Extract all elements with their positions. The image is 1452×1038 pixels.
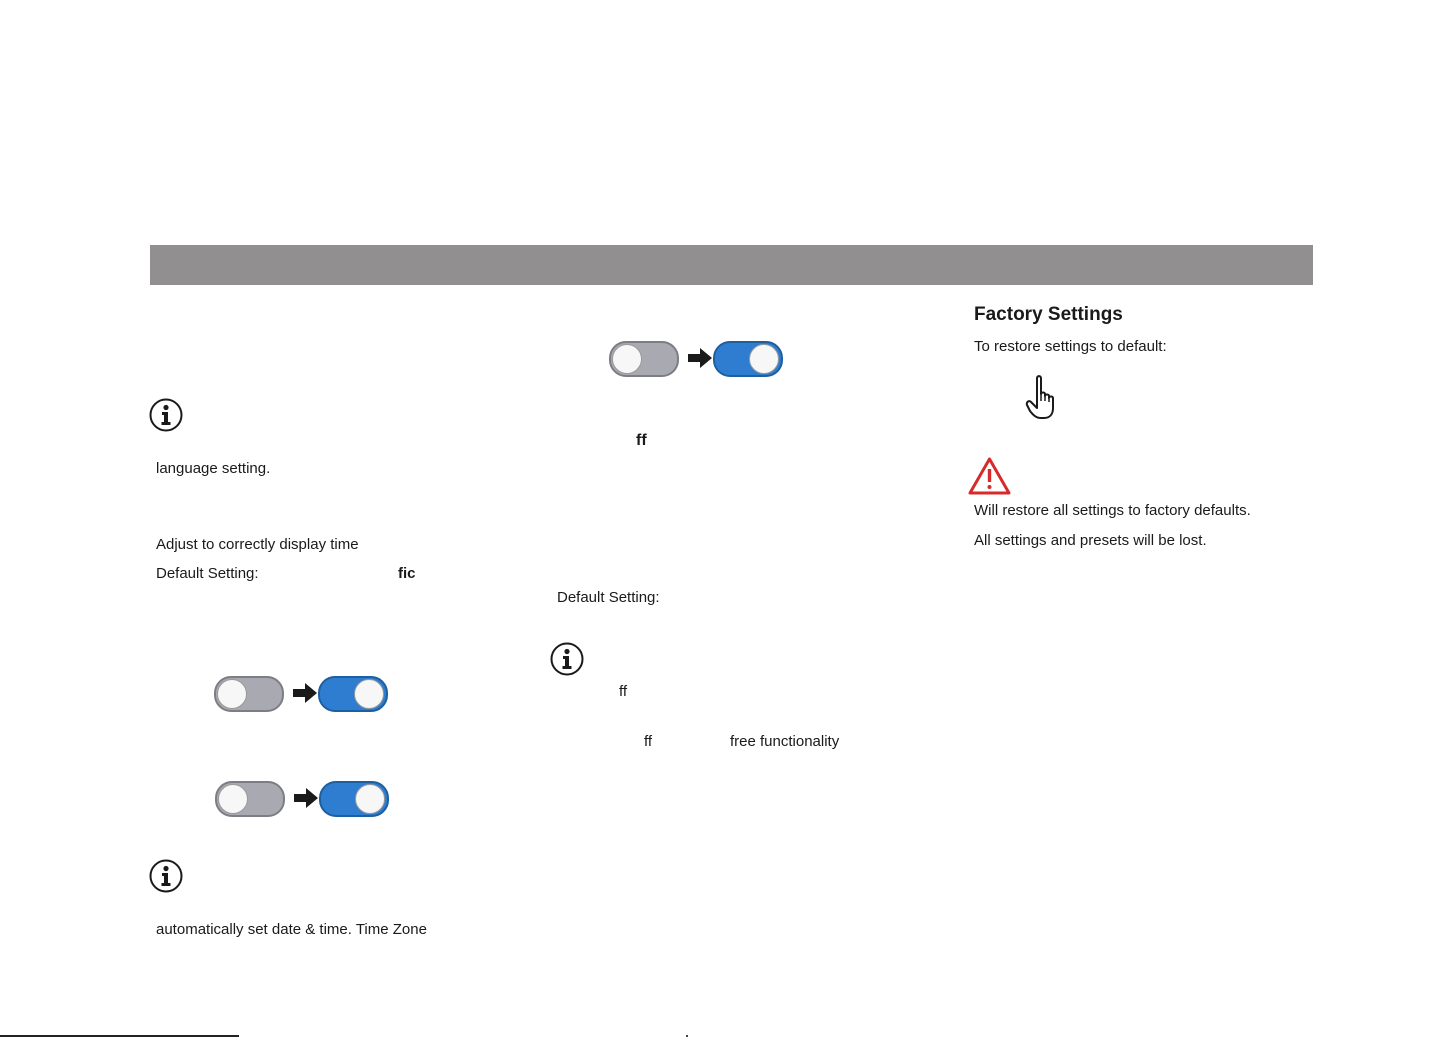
toggle-off-switch: [215, 781, 285, 817]
restore-intro-text: To restore settings to default:: [974, 338, 1167, 355]
toggle-on-switch: [319, 781, 389, 817]
factory-settings-title: Factory Settings: [974, 304, 1123, 325]
toggle-on-switch: [713, 341, 783, 377]
hand-pointer-icon: [1024, 374, 1064, 422]
toggle-off-switch: [609, 341, 679, 377]
toggle-off-to-on-illustration: [214, 676, 388, 712]
ff-text-fragment: ff: [619, 683, 628, 700]
ff-heading-fragment: ff: [636, 432, 647, 449]
toggle-off-switch: [214, 676, 284, 712]
page-mark: [686, 1035, 688, 1037]
toggle-knob: [217, 679, 247, 709]
warning-triangle-icon: [968, 457, 1011, 495]
toggle-knob: [354, 679, 384, 709]
time-adjust-text: Adjust to correctly display time: [156, 536, 359, 553]
info-icon: [550, 642, 584, 676]
toggle-off-to-on-illustration: [609, 341, 783, 377]
default-setting-label: Default Setting:: [557, 589, 660, 606]
info-icon: [149, 859, 183, 893]
toggle-knob: [749, 344, 779, 374]
default-setting-value-fragment: fic: [398, 565, 416, 582]
toggle-on-switch: [318, 676, 388, 712]
free-functionality-text: free functionality: [730, 733, 840, 750]
toggle-knob: [218, 784, 248, 814]
warning-line-presets-lost: All settings and presets will be lost.: [974, 532, 1207, 549]
arrow-right-icon: [293, 682, 317, 704]
toggle-off-to-on-illustration: [215, 781, 389, 817]
section-header-bar: [150, 245, 1313, 285]
language-setting-text: language setting.: [156, 460, 271, 477]
toggle-knob: [612, 344, 642, 374]
auto-time-text: automatically set date & time. Time Zone: [156, 921, 427, 938]
bottom-rule: [0, 1035, 239, 1037]
arrow-right-icon: [688, 347, 712, 369]
toggle-knob: [355, 784, 385, 814]
default-setting-label: Default Setting:: [156, 565, 259, 582]
info-icon: [149, 398, 183, 432]
arrow-right-icon: [294, 787, 318, 809]
warning-line-restore: Will restore all settings to factory defaults.: [974, 502, 1251, 519]
ff-text-fragment: ff: [644, 733, 653, 750]
